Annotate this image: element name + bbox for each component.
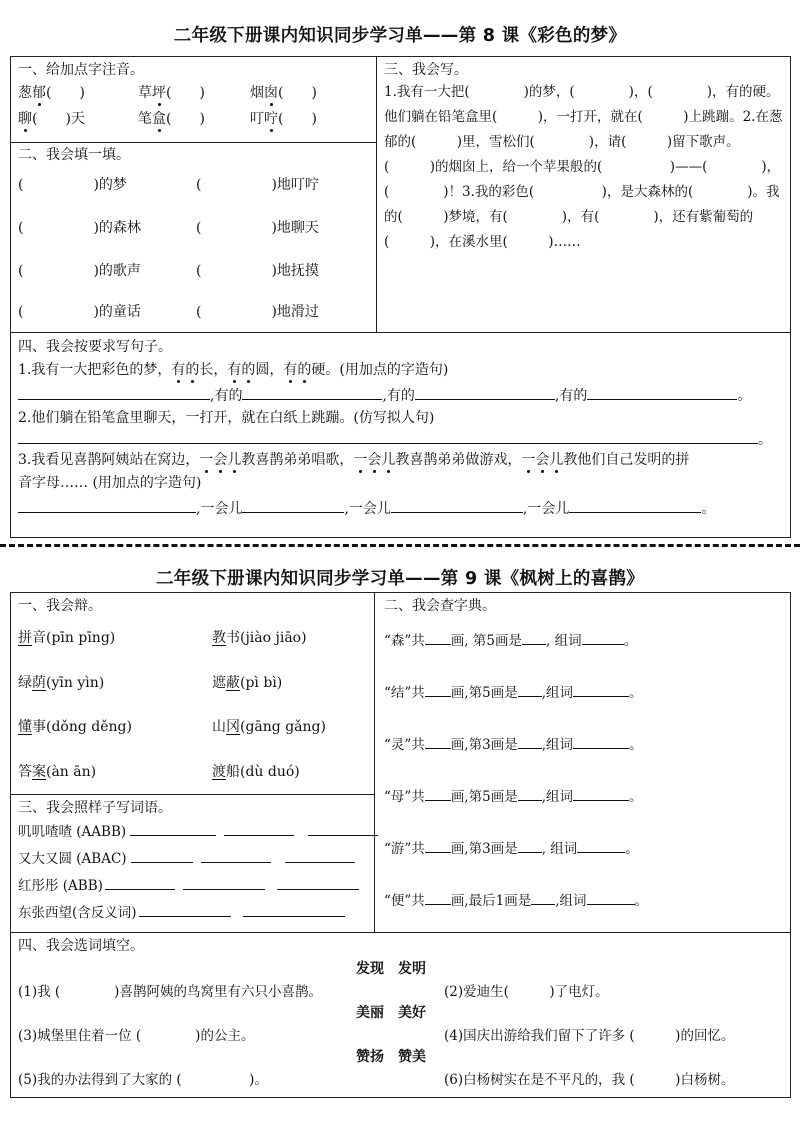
l9-s2-row[interactable]: “游”共 画,第3画是 , 组词 。	[384, 841, 639, 857]
l9-s3-row[interactable]: 东张西望(含反义词)	[18, 903, 345, 922]
lesson8-title: 二年级下册课内知识同步学习单——第 8 课《彩色的梦》	[173, 26, 627, 46]
l8-s1-item: 烟囱( )	[250, 85, 317, 101]
l9-s2-heading: 二、我会查字典。	[384, 598, 496, 614]
l9-s2-row[interactable]: “灵”共 画,第3画是 ,组词 。	[384, 737, 643, 753]
l8-s2-fill: ( )地聊天	[196, 220, 319, 236]
l9-s4-heading: 四、我会选词填空。	[18, 938, 144, 954]
lesson9-title: 二年级下册课内知识同步学习单——第 9 课《枫树上的喜鹊》	[155, 569, 645, 589]
l9-s2-row[interactable]: “便”共 画,最后1画是 ,组词 。	[384, 893, 648, 909]
lesson9-divider-s3	[10, 932, 791, 933]
l8-s3-heading: 三、我会写。	[384, 62, 468, 78]
l9-s1-item: 绿荫(yīn yìn)	[18, 675, 105, 691]
l9-s2-row[interactable]: “母”共 画,第5画是 ,组词 。	[384, 789, 643, 805]
l9-s2-row[interactable]: “森”共 画, 第5画是 , 组词 。	[384, 633, 638, 649]
l8-s4-q2: 2.他们躺在铅笔盒里聊天，一打开，就在白纸上跳蹦。(仿写拟人句)	[18, 410, 435, 426]
l8-s2-fill: ( )的森林	[18, 220, 141, 236]
l8-s1-item: 笔盒( )	[138, 111, 205, 127]
l9-s4-q3: (3)城堡里住着一位 ( )的公主。	[18, 1028, 255, 1044]
l8-s2-fill: ( )的梦	[18, 177, 127, 193]
l9-s3-heading: 三、我会照样子写词语。	[18, 800, 172, 816]
l9-s3-row[interactable]: 又大又圆 (ABAC)	[18, 849, 355, 868]
l8-s4-q1-answer-line[interactable]: ,有的 ,有的 ,有的 。	[18, 386, 751, 405]
l9-s4-q4: (4)国庆出游给我们留下了许多 ( )的回忆。	[444, 1028, 735, 1044]
l9-s4-q1: (1)我 ( )喜鹊阿姨的鸟窝里有六只小喜鹊。	[18, 984, 322, 1000]
l9-s4-q5: (5)我的办法得到了大家的 ( )。	[18, 1072, 268, 1088]
l8-s4-q3-answer-line[interactable]: ,一会儿 ,一会儿 ,一会儿 。	[18, 499, 715, 518]
l9-s1-item: 山冈(gāng gǎng)	[212, 719, 326, 735]
l8-s1-item: 葱郁( )	[18, 85, 85, 101]
l8-s2-fill: ( )地滑过	[196, 304, 319, 320]
l8-s1-item: 叮咛( )	[250, 111, 317, 127]
l8-s1-item: 聊( )天	[18, 111, 85, 127]
l9-s1-item: 教书(jiào jiāo)	[212, 630, 307, 646]
l9-s2-row[interactable]: “结”共 画,第5画是 ,组词 。	[384, 685, 643, 701]
l9-s1-item: 答案(àn ān)	[18, 764, 97, 780]
l8-s2-fill: ( )的童话	[18, 304, 141, 320]
lesson8-divider-vertical	[376, 56, 377, 332]
l9-s3-row[interactable]: 红彤彤 (ABB)	[18, 876, 359, 895]
l8-s2-heading: 二、我会填一填。	[18, 147, 130, 163]
l9-s4-word-pair: 赞扬 赞美	[356, 1049, 426, 1065]
l8-s4-heading: 四、我会按要求写句子。	[18, 339, 172, 355]
l8-s2-fill: ( )地抚摸	[196, 263, 319, 279]
l8-s1-heading: 一、给加点字注音。	[18, 62, 144, 78]
l8-s3-text: 1.我有一大把( )的梦，( )，( )，有的硬。他们躺在铅笔盒里( )，一打开，就在( )上跳蹦。2.在葱郁的( )里，雪松们( )，请( )留下歌声。( )的烟囱上，给一个苹果般的( )——( )，( )！3.我的彩色( )，是大森林的( )。我的( )梦境，有( )，有( )，还有紫葡萄的( )，在溪水里( )……	[384, 84, 783, 250]
lesson9-divider-s1	[10, 794, 374, 795]
l8-s1-item: 草坪( )	[138, 85, 205, 101]
lesson9-divider-vertical	[374, 592, 375, 932]
l9-s4-q2: (2)爱迪生( )了电灯。	[444, 984, 609, 1000]
l9-s1-item: 遮蔽(pì bì)	[212, 675, 283, 691]
l8-s2-fill: ( )的歌声	[18, 263, 141, 279]
l8-s4-q3: 3.我看见喜鹊阿姨站在窝边，一会儿教喜鹊弟弟唱歌，一会儿教喜鹊弟弟做游戏，一会儿教他们自己发明的拼	[18, 452, 690, 468]
section-separator	[0, 544, 800, 547]
l9-s4-word-pair: 发现 发明	[356, 961, 426, 977]
l8-s4-q3-cont: 音字母…… (用加点的字造句)	[18, 475, 202, 491]
l9-s1-heading: 一、我会辩。	[18, 598, 102, 614]
l9-s4-q6: (6)白杨树实在是不平凡的，我 ( )白杨树。	[444, 1072, 735, 1088]
l8-s4-q1: 1.我有一大把彩色的梦，有的长，有的圆，有的硬。(用加点的字造句)	[18, 362, 449, 378]
lesson8-divider-s3	[10, 332, 791, 333]
l9-s4-word-pair: 美丽 美好	[356, 1005, 426, 1021]
l9-s1-item: 渡船(dù duó)	[212, 764, 300, 780]
l9-s3-row[interactable]: 叽叽喳喳 (AABB)	[18, 822, 378, 841]
l8-s4-q2-answer-line[interactable]: 。	[18, 430, 772, 449]
l9-s1-item: 懂事(dǒng děng)	[18, 719, 132, 735]
lesson8-divider-s1	[10, 142, 376, 143]
l8-s2-fill: ( )地叮咛	[196, 177, 319, 193]
l9-s1-item: 拼音(pīn pīng)	[18, 630, 116, 646]
